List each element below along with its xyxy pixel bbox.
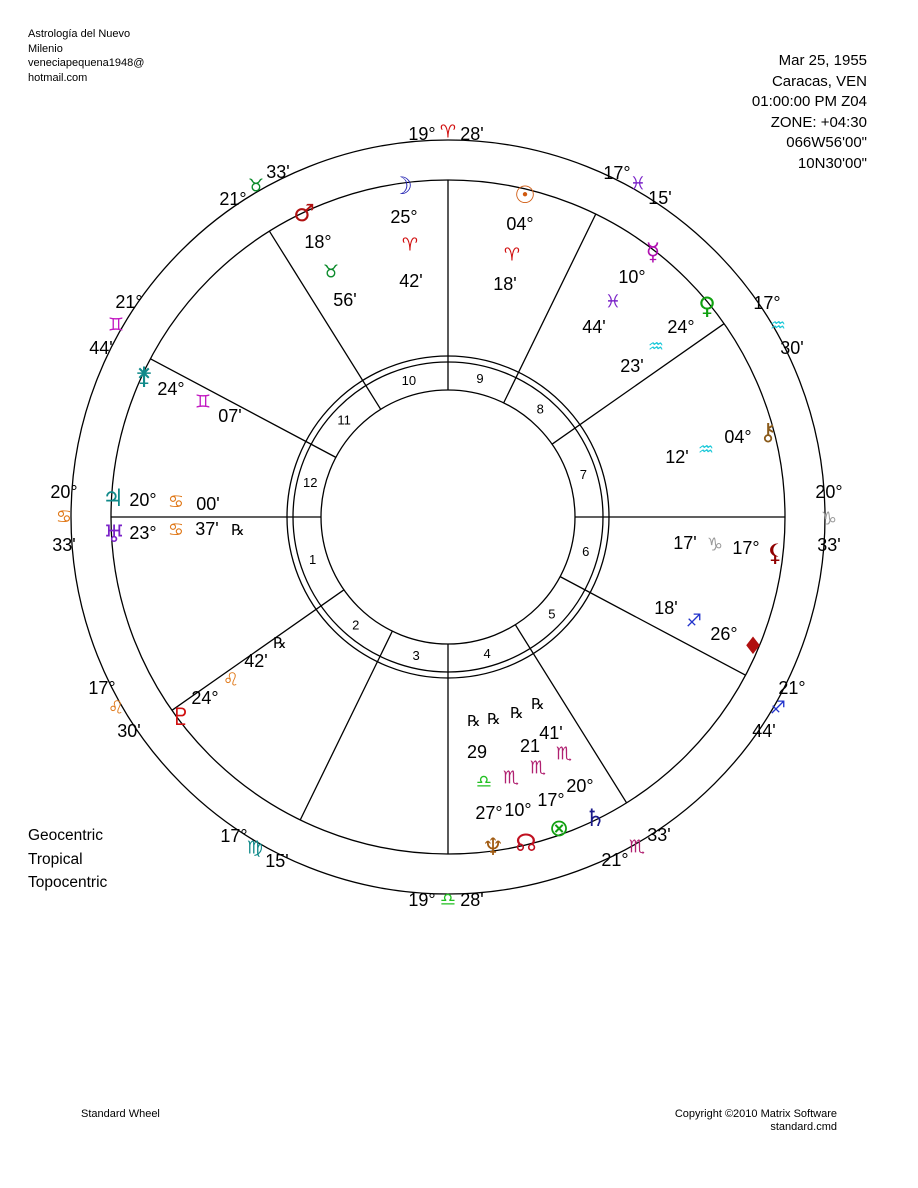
aquarius-icon: ♒ xyxy=(769,315,787,337)
cusp-degree: 20° xyxy=(50,482,78,502)
cusp-minute: 30' xyxy=(117,721,141,741)
cusp-minute: 44' xyxy=(752,721,776,741)
chiron-icon: ⚷ xyxy=(759,418,777,446)
house-cusp-line xyxy=(300,631,392,820)
cusp-degree: 17° xyxy=(753,293,781,313)
chart-place: Caracas, VEN xyxy=(771,72,867,90)
asteroid-icon: ⚵ xyxy=(135,362,153,390)
node-minute: 21 xyxy=(519,736,541,756)
vertex-icon: ♦ xyxy=(742,632,764,660)
uranus-sign-icon: ♋ xyxy=(167,519,185,541)
saturn-degree: 20° xyxy=(566,776,594,796)
cusp-minute: 33' xyxy=(266,162,290,182)
wheel-name: Standard Wheel xyxy=(81,1108,160,1120)
neptune-icon: ♆ xyxy=(482,833,504,861)
house-number: 12 xyxy=(302,475,318,491)
venus-sign-icon: ♒ xyxy=(647,336,665,358)
capricorn-icon: ♑ xyxy=(820,508,838,530)
neptune-minute: 29 xyxy=(466,742,488,762)
center-circle xyxy=(321,390,575,644)
virgo-icon: ♍ xyxy=(246,837,264,859)
house-cusp-line xyxy=(552,324,724,444)
house-number: 8 xyxy=(536,401,544,417)
cusp-degree: 17° xyxy=(88,678,116,698)
jupiter-minute: 00' xyxy=(196,494,220,514)
house-number: 11 xyxy=(337,412,351,428)
cusp-degree: 21° xyxy=(601,850,629,870)
sagittarius-icon: ♐ xyxy=(769,697,787,719)
house-number: 7 xyxy=(579,466,588,482)
house-number: 3 xyxy=(412,647,420,663)
cusp-degree: 21° xyxy=(778,678,806,698)
chiron-degree: 04° xyxy=(724,427,752,447)
cusp-minute: 30' xyxy=(780,338,804,358)
taurus-icon: ♉ xyxy=(247,175,265,197)
vertex-minute: 18' xyxy=(654,598,678,618)
mercury-degree: 10° xyxy=(618,267,646,287)
cusp-degree: 17° xyxy=(220,826,248,846)
fortune-degree: 17° xyxy=(537,790,565,810)
chart-time: 01:00:00 PM Z04 xyxy=(751,93,867,110)
neptune-degree: 27° xyxy=(475,803,503,823)
vertex-sign-icon: ♐ xyxy=(685,610,703,632)
pluto-minute: 42' xyxy=(244,651,268,671)
setting-line: Tropical xyxy=(28,850,83,868)
moon-icon: ☽ xyxy=(391,172,413,200)
asteroid-minute: 07' xyxy=(218,406,242,426)
retrograde-icon: ℞ xyxy=(531,695,545,713)
house-number: 2 xyxy=(352,617,360,633)
mars-sign-icon: ♉ xyxy=(322,261,340,283)
lilith-degree: 17° xyxy=(732,538,760,558)
mercury-icon: ☿ xyxy=(645,238,661,266)
venus-degree: 24° xyxy=(667,317,695,337)
house-number: 9 xyxy=(476,371,484,387)
moon-degree: 25° xyxy=(390,207,418,227)
retrograde-icon: ℞ xyxy=(231,521,245,539)
gemini-icon: ♊ xyxy=(107,314,125,336)
header-line: hotmail.com xyxy=(28,71,88,84)
cusp-degree: 17° xyxy=(603,163,631,183)
uranus-minute: 37' xyxy=(195,519,219,539)
house-ring-inner xyxy=(293,362,603,672)
jupiter-degree: 20° xyxy=(129,490,157,510)
setting-line: Topocentric xyxy=(28,874,108,891)
house-ring-outer xyxy=(287,356,609,678)
chiron-minute: 12' xyxy=(665,447,689,467)
house-number: 5 xyxy=(548,606,556,622)
mercury-sign-icon: ♓ xyxy=(604,291,622,313)
cusp-minute: 28' xyxy=(460,124,484,144)
house-numbers xyxy=(303,371,589,663)
house-number: 10 xyxy=(401,373,417,389)
cusp-minute: 44' xyxy=(89,338,113,358)
jupiter-icon: ♃ xyxy=(102,484,124,512)
setting-line: Geocentric xyxy=(28,827,103,844)
aries-icon: ♈ xyxy=(439,121,457,143)
moon-sign-icon: ♈ xyxy=(401,234,419,256)
pluto-sign-icon: ♌ xyxy=(222,669,240,691)
retrograde-icon: ℞ xyxy=(273,634,287,652)
retrograde-icon: ℞ xyxy=(487,710,501,728)
chart-longitude: 066W56'00" xyxy=(786,134,867,151)
chart-date: Mar 25, 1955 xyxy=(778,52,867,69)
moon-minute: 42' xyxy=(399,271,423,291)
house-cusp-line xyxy=(150,359,335,458)
house-cusp-line xyxy=(504,214,596,403)
header-line: Milenio xyxy=(28,42,63,55)
cusp-minute: 33' xyxy=(817,535,841,555)
cancer-icon: ♋ xyxy=(55,506,73,528)
venus-icon: ♀ xyxy=(698,292,716,320)
mercury-minute: 44' xyxy=(582,317,606,337)
cusp-minute: 28' xyxy=(460,890,484,910)
house-number: 1 xyxy=(308,552,317,568)
cusp-minute: 33' xyxy=(52,535,76,555)
node-degree: 10° xyxy=(504,800,532,820)
sun-degree: 04° xyxy=(506,214,534,234)
mars-minute: 56' xyxy=(333,290,357,310)
sun-minute: 18' xyxy=(493,274,517,294)
lilith-sign-icon: ♑ xyxy=(706,534,724,556)
sun-sign-icon: ♈ xyxy=(503,244,521,266)
cusp-degree: 21° xyxy=(115,292,143,312)
mars-degree: 18° xyxy=(304,232,332,252)
mars-icon: ♂ xyxy=(293,199,315,227)
retrograde-icon: ℞ xyxy=(510,704,524,722)
pluto-icon: ♇ xyxy=(170,703,192,731)
jupiter-sign-icon: ♋ xyxy=(167,491,185,513)
house-number: 4 xyxy=(483,645,491,661)
saturn-sign-icon: ♏ xyxy=(555,743,573,765)
file-name: standard.cmd xyxy=(770,1121,837,1133)
header-line: Astrología del Nuevo xyxy=(28,28,131,40)
leo-icon: ♌ xyxy=(107,697,125,719)
retrograde-icon: ℞ xyxy=(467,712,481,730)
house-number: 6 xyxy=(582,543,590,559)
header-line: veneciapequena1948@ xyxy=(28,57,145,69)
scorpio-icon: ♏ xyxy=(628,836,646,858)
saturn-icon: ♄ xyxy=(584,804,606,832)
sun-icon: ☉ xyxy=(514,181,536,209)
libra-icon: ♎ xyxy=(439,889,457,911)
pluto-degree: 24° xyxy=(191,688,219,708)
cusp-minute: 33' xyxy=(647,825,671,845)
node-sign-icon: ♏ xyxy=(502,767,520,789)
asteroid-degree: 24° xyxy=(157,379,185,399)
cusp-degree: 20° xyxy=(815,482,843,502)
neptune-sign-icon: ♎ xyxy=(475,771,493,793)
fortune-sign-icon: ♏ xyxy=(529,757,547,779)
chart-zone: ZONE: +04:30 xyxy=(770,113,867,131)
vertex-degree: 26° xyxy=(710,624,738,644)
lilith-minute: 17' xyxy=(673,533,697,553)
copyright: Copyright ©2010 Matrix Software xyxy=(674,1108,837,1120)
cusp-degree: 21° xyxy=(219,189,247,209)
uranus-degree: 23° xyxy=(129,523,157,543)
lilith-icon: ⚸ xyxy=(766,539,784,567)
cusp-minute: 15' xyxy=(265,851,289,871)
chiron-sign-icon: ♒ xyxy=(697,439,715,461)
asteroid-sign-icon: ♊ xyxy=(194,391,212,413)
cusp-lines xyxy=(111,180,785,854)
venus-minute: 23' xyxy=(620,356,644,376)
node-icon: ☊ xyxy=(515,829,537,857)
uranus-icon: ♅ xyxy=(103,520,125,548)
fortune-icon: ⊗ xyxy=(548,814,570,842)
cusp-minute: 15' xyxy=(648,188,672,208)
cusp-degree: 19° xyxy=(408,890,436,910)
pisces-icon: ♓ xyxy=(629,173,647,195)
saturn-minute: 41' xyxy=(539,723,563,743)
cusp-degree: 19° xyxy=(408,124,436,144)
chart-latitude: 10N30'00" xyxy=(797,154,867,172)
cusp-labels xyxy=(50,122,842,911)
house-cusp-line xyxy=(269,231,380,409)
